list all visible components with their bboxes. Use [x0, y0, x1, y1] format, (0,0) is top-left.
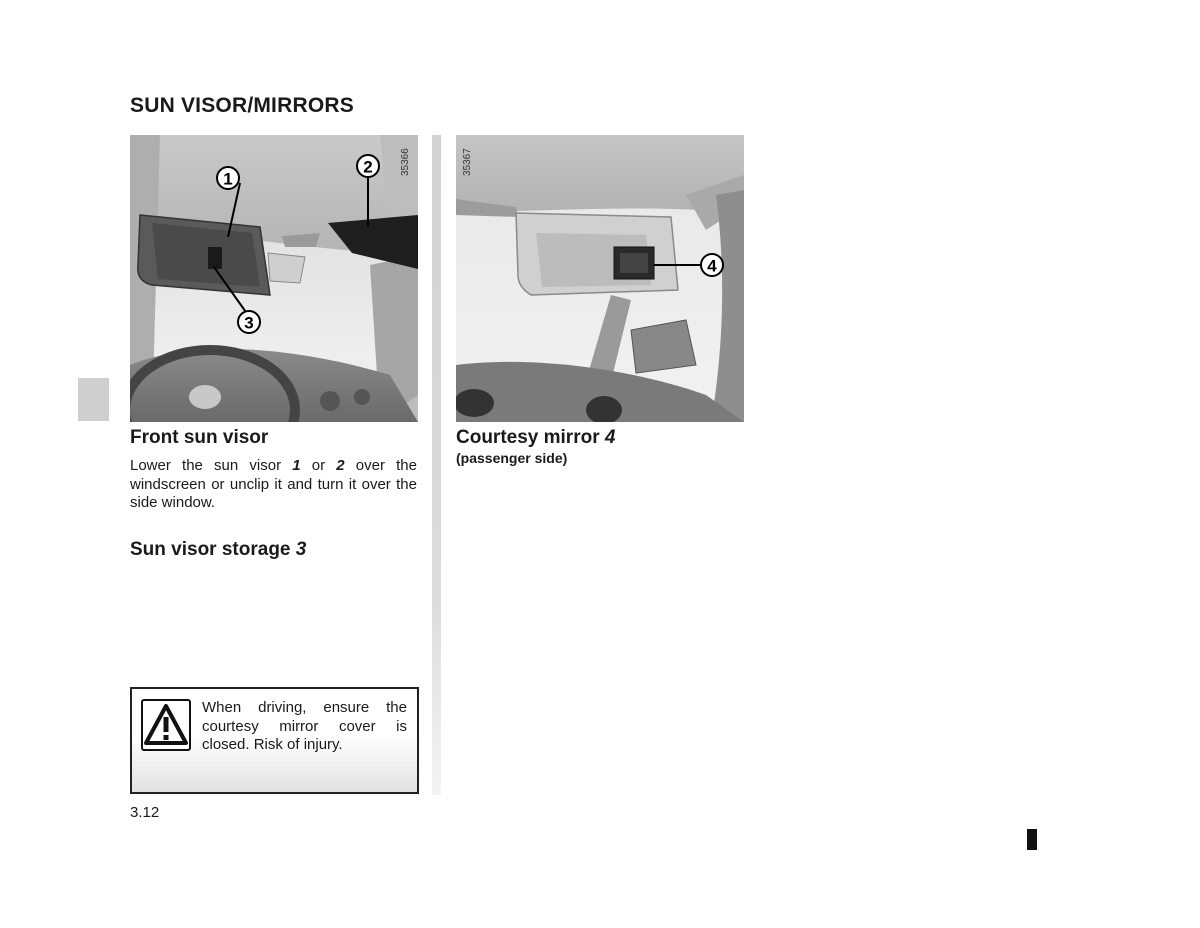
courtesy-mirror-illustration	[456, 135, 744, 422]
svg-text:2: 2	[363, 157, 373, 177]
callout-4	[701, 254, 723, 276]
callout-2	[357, 155, 379, 177]
front-sun-visor-text: Lower the sun visor 1 or 2 over the windscreen or unclip it and turn it over the side window.	[130, 457, 417, 511]
callout-3	[238, 311, 260, 333]
section-tab	[78, 378, 109, 421]
sun-visor-storage-heading: Sun visor storage 3	[130, 539, 307, 560]
warning-text: When driving, ensure the courtesy mirror cover is closed. Risk of injury.	[202, 699, 407, 753]
page-number: 3.12	[130, 804, 160, 821]
callout-1	[217, 167, 239, 189]
courtesy-mirror-subheading: (passenger side)	[456, 450, 568, 466]
svg-text:1: 1	[223, 169, 233, 189]
warning-triangle-icon	[141, 699, 191, 751]
column-divider	[432, 135, 441, 795]
page-title: SUN VISOR/MIRRORS	[130, 94, 354, 117]
warning-box	[130, 687, 419, 794]
svg-text:3: 3	[244, 313, 254, 333]
courtesy-mirror-heading: Courtesy mirror 4	[456, 427, 616, 448]
figure-ref-right: 35367	[462, 148, 473, 176]
figure-ref-left: 35366	[400, 148, 411, 176]
svg-text:4: 4	[707, 256, 717, 276]
front-sun-visor-heading: Front sun visor	[130, 427, 269, 448]
edge-marker	[1027, 829, 1037, 850]
front-sun-visor-illustration	[130, 135, 418, 422]
